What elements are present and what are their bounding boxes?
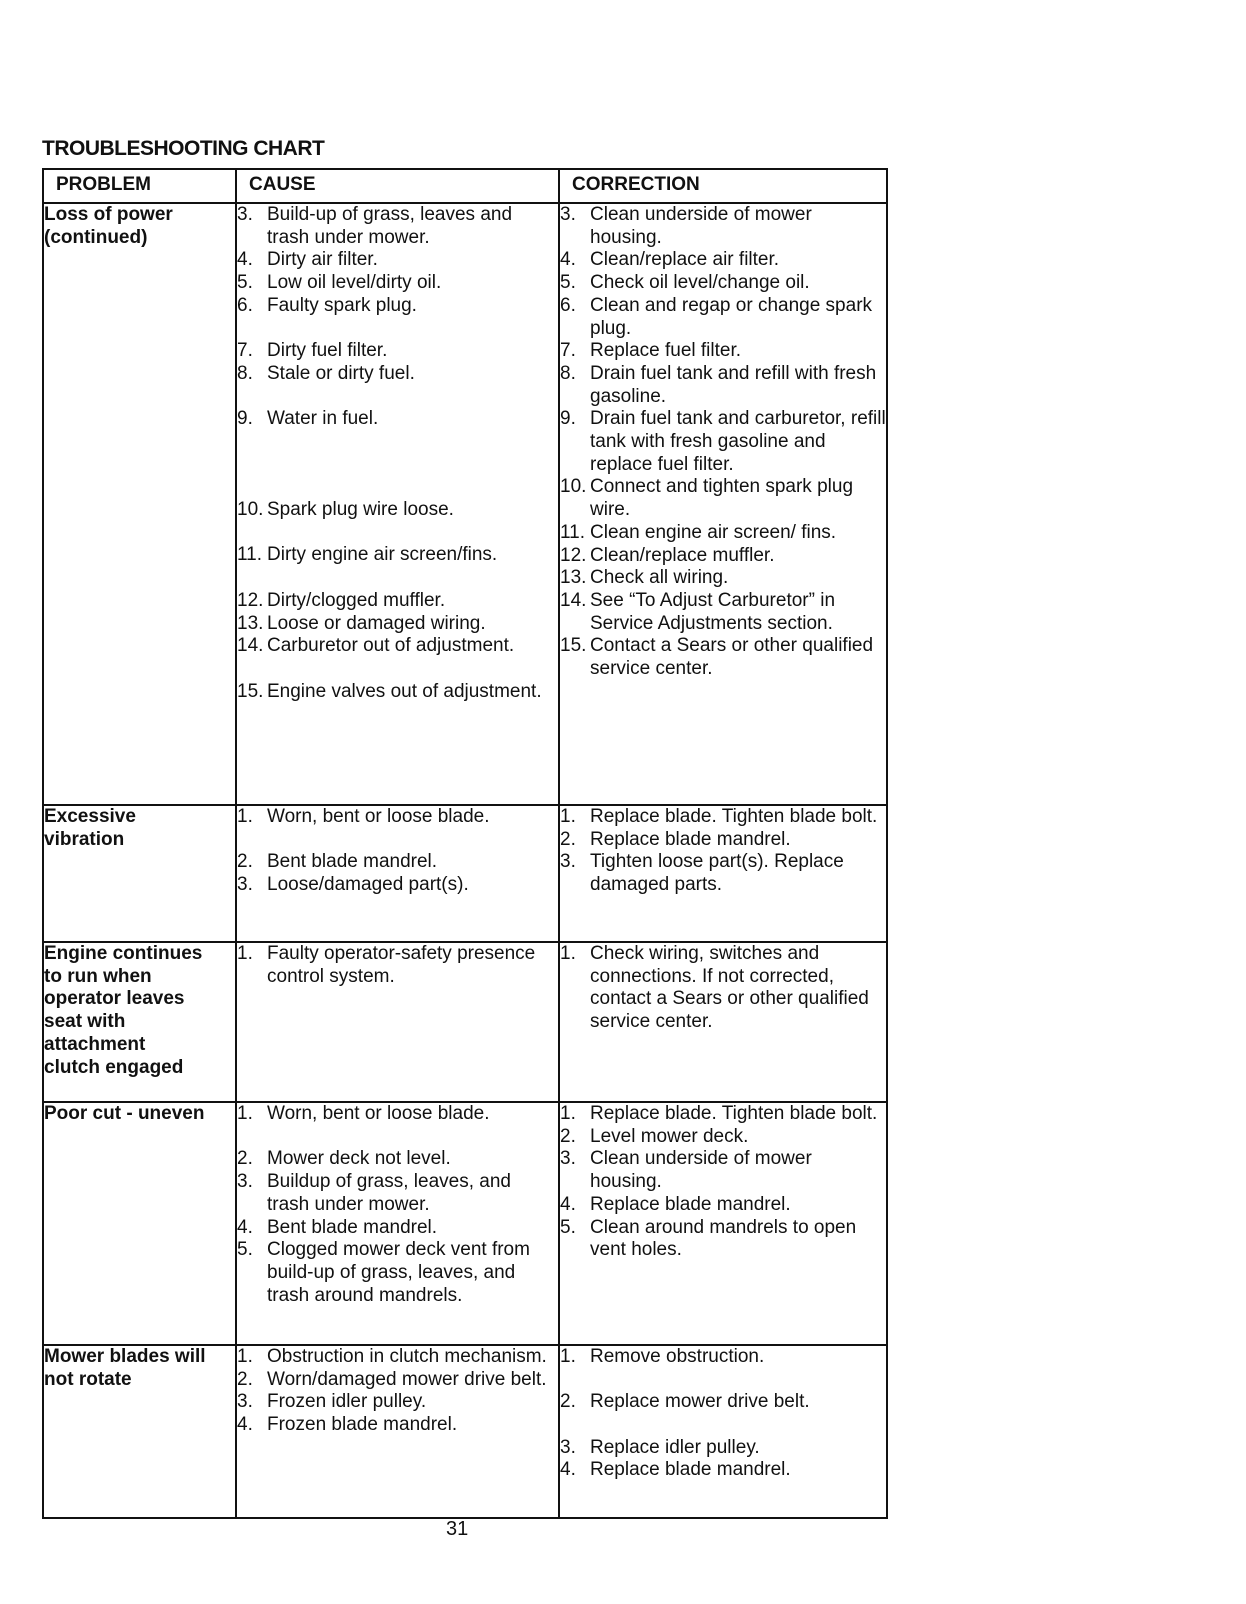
item-number: 11.	[237, 544, 263, 566]
correction-item	[560, 1103, 886, 1126]
item-text: Stale or dirty fuel.	[267, 362, 415, 384]
cause-item	[237, 1391, 558, 1414]
item-text: Replace blade. Tighten blade bolt.	[590, 806, 878, 827]
item-number: 9.	[237, 408, 253, 430]
item-text: Check oil level/change oil.	[590, 272, 810, 294]
table-row	[43, 1345, 887, 1518]
item-text: Carburetor out of adjustment.	[267, 635, 515, 657]
item-number: 3.	[560, 1436, 576, 1458]
item-text: Connect and tighten spark plug wire.	[590, 476, 854, 521]
cause-item	[237, 613, 558, 636]
item-number: 13.	[560, 567, 587, 589]
item-text: Replace blade mandrel.	[590, 1459, 791, 1481]
correction-item	[560, 363, 886, 408]
correction-item	[560, 272, 886, 295]
item-text: Build-up of grass, leaves and trash under mower.	[267, 204, 513, 248]
cause-item	[237, 681, 558, 704]
item-text: Loose/damaged part(s).	[267, 874, 469, 896]
correction-item	[560, 1148, 886, 1193]
item-text: Tighten loose part(s). Replace damaged parts.	[590, 851, 844, 896]
problem-cell: Engine continues to run when operator leaves seat with attachment clutch engaged	[43, 942, 236, 1102]
table-row	[43, 942, 887, 1102]
item-number: 15.	[560, 635, 587, 657]
item-text: See “To Adjust Carburetor” in Service Adjustments section.	[590, 589, 836, 634]
item-text: Worn, bent or loose blade.	[267, 1103, 490, 1124]
item-number: 2.	[560, 828, 576, 850]
item-text: Clean engine air screen/ fins.	[590, 521, 837, 543]
correction-item	[560, 545, 886, 568]
item-number: 8.	[560, 362, 576, 384]
header-row	[43, 169, 887, 203]
cause-item	[237, 1346, 558, 1369]
item-number: 12.	[560, 544, 587, 566]
item-number: 1.	[237, 806, 253, 827]
item-text: Remove obstruction.	[590, 1346, 765, 1367]
cause-cell	[236, 203, 559, 805]
correction-cell	[559, 203, 887, 805]
item-number: 1.	[560, 1346, 576, 1367]
item-text: Drain fuel tank and refill with fresh gasoline.	[590, 362, 877, 407]
correction-item	[560, 1346, 886, 1369]
correction-item	[560, 340, 886, 363]
item-number: 3.	[237, 874, 253, 896]
item-number: 4.	[560, 1459, 576, 1481]
problem-cell: Mower blades will not rotate	[43, 1345, 236, 1518]
item-text: Check wiring, switches and connections. If not corrected, contact a Sears or other qualified service center.	[590, 943, 869, 1033]
item-number: 3.	[560, 851, 576, 873]
correction-item	[560, 567, 886, 590]
item-number: 1.	[560, 1103, 576, 1124]
item-text: Loose or damaged wiring.	[267, 612, 486, 634]
item-number: 1.	[237, 1103, 253, 1124]
item-number: 4.	[560, 1193, 576, 1215]
item-number: 3.	[560, 204, 576, 225]
header-correction: CORRECTION	[559, 169, 887, 203]
correction-item	[560, 1217, 886, 1262]
item-number: 12.	[237, 589, 264, 611]
chart-title: TROUBLESHOOTING CHART	[42, 137, 325, 160]
correction-item	[560, 635, 886, 680]
item-number: 6.	[560, 294, 576, 316]
table-row	[43, 805, 887, 942]
item-number: 3.	[560, 1148, 576, 1170]
item-text: Drain fuel tank and carburetor, refill tank with fresh gasoline and replace fuel filter.	[590, 408, 886, 475]
correction-item	[560, 590, 886, 635]
item-number: 8.	[237, 362, 253, 384]
item-text: Bent blade mandrel.	[267, 851, 438, 873]
correction-item	[560, 806, 886, 829]
item-text: Clean/replace muffler.	[590, 544, 775, 566]
item-text: Buildup of grass, leaves, and trash under mower.	[267, 1171, 511, 1215]
item-text: Frozen idler pulley.	[267, 1391, 427, 1413]
item-text: Replace blade mandrel.	[590, 828, 791, 850]
item-text: Worn/damaged mower drive belt.	[267, 1368, 547, 1390]
cause-item	[237, 408, 558, 431]
cause-item	[237, 1369, 558, 1392]
item-number: 9.	[560, 408, 576, 430]
item-text: Contact a Sears or other qualified service center.	[590, 635, 874, 680]
correction-item	[560, 204, 886, 249]
correction-item	[560, 1126, 886, 1149]
item-text: Obstruction in clutch mechanism.	[267, 1346, 547, 1367]
cause-cell	[236, 805, 559, 942]
item-text: Clean underside of mower housing.	[590, 204, 812, 248]
item-text: Engine valves out of adjustment.	[267, 680, 542, 702]
correction-item	[560, 249, 886, 272]
problem-cell: Loss of power (continued)	[43, 203, 236, 805]
item-text: Replace idler pulley.	[590, 1436, 760, 1458]
item-text: Dirty air filter.	[267, 249, 378, 271]
correction-item	[560, 1194, 886, 1217]
correction-item	[560, 851, 886, 896]
item-number: 4.	[237, 1414, 253, 1436]
cause-item	[237, 499, 558, 522]
item-number: 2.	[237, 1148, 253, 1170]
cause-item	[237, 1414, 558, 1437]
item-text: Check all wiring.	[590, 567, 729, 589]
item-number: 3.	[237, 1171, 253, 1193]
item-text: Clogged mower deck vent from build-up of grass, leaves, and trash around mandrels.	[267, 1239, 530, 1306]
item-number: 5.	[560, 1216, 576, 1238]
item-number: 5.	[237, 1239, 253, 1261]
item-text: Dirty fuel filter.	[267, 340, 388, 362]
cause-item	[237, 544, 558, 567]
item-number: 4.	[237, 1216, 253, 1238]
correction-item	[560, 1459, 886, 1482]
item-text: Level mower deck.	[590, 1125, 749, 1147]
item-text: Replace blade. Tighten blade bolt.	[590, 1103, 878, 1124]
item-number: 4.	[237, 249, 253, 271]
item-text: Clean/replace air filter.	[590, 249, 780, 271]
item-text: Dirty/clogged muffler.	[267, 589, 446, 611]
item-text: Faulty spark plug.	[267, 294, 417, 316]
item-number: 2.	[237, 851, 253, 873]
cause-item	[237, 1239, 558, 1307]
item-text: Clean underside of mower housing.	[590, 1148, 812, 1193]
correction-cell	[559, 1102, 887, 1345]
item-text: Frozen blade mandrel.	[267, 1414, 458, 1436]
cause-item	[237, 272, 558, 295]
cause-item	[237, 1103, 558, 1126]
table-row	[43, 1102, 887, 1345]
item-text: Faulty operator-safety presence control system.	[267, 943, 536, 987]
cause-item	[237, 249, 558, 272]
item-number: 10.	[560, 476, 587, 498]
correction-item	[560, 1437, 886, 1460]
problem-cell: Poor cut - uneven	[43, 1102, 236, 1345]
item-text: Replace mower drive belt.	[590, 1391, 810, 1413]
item-number: 10.	[237, 499, 264, 521]
cause-item	[237, 806, 558, 829]
item-number: 15.	[237, 680, 264, 702]
item-text: Bent blade mandrel.	[267, 1216, 438, 1238]
item-text: Replace fuel filter.	[590, 340, 742, 362]
item-number: 1.	[237, 1346, 253, 1367]
item-number: 2.	[560, 1391, 576, 1413]
item-number: 6.	[237, 294, 253, 316]
item-number: 2.	[560, 1125, 576, 1147]
cause-item	[237, 851, 558, 874]
cause-item	[237, 635, 558, 658]
correction-cell	[559, 1345, 887, 1518]
header-problem: PROBLEM	[43, 169, 236, 203]
cause-item	[237, 295, 558, 318]
item-text: Mower deck not level.	[267, 1148, 451, 1170]
item-number: 13.	[237, 612, 264, 634]
item-number: 5.	[560, 272, 576, 294]
correction-item	[560, 408, 886, 476]
item-number: 1.	[560, 943, 576, 964]
cause-item	[237, 204, 558, 249]
troubleshooting-table	[42, 168, 888, 1519]
correction-item	[560, 829, 886, 852]
cause-item	[237, 943, 558, 988]
cause-item	[237, 1148, 558, 1171]
cause-item	[237, 1217, 558, 1240]
item-text: Low oil level/dirty oil.	[267, 272, 442, 294]
item-text: Water in fuel.	[267, 408, 379, 430]
page-number: 31	[446, 1518, 469, 1540]
item-text: Replace blade mandrel.	[590, 1193, 791, 1215]
item-number: 7.	[560, 340, 576, 362]
item-number: 3.	[237, 1391, 253, 1413]
correction-cell	[559, 942, 887, 1102]
item-text: Clean around mandrels to open vent holes.	[590, 1216, 857, 1261]
item-text: Clean and regap or change spark plug.	[590, 294, 873, 339]
item-number: 11.	[560, 521, 586, 543]
correction-item	[560, 295, 886, 340]
problem-cell: Excessive vibration	[43, 805, 236, 942]
table-row	[43, 203, 887, 805]
cause-item	[237, 874, 558, 897]
item-number: 4.	[560, 249, 576, 271]
item-number: 14.	[560, 589, 587, 611]
cause-item	[237, 340, 558, 363]
item-number: 14.	[237, 635, 264, 657]
item-text: Spark plug wire loose.	[267, 499, 454, 521]
cause-cell	[236, 942, 559, 1102]
chart-body	[43, 203, 887, 1518]
item-number: 1.	[560, 806, 576, 827]
cause-item	[237, 363, 558, 386]
item-number: 5.	[237, 272, 253, 294]
cause-cell	[236, 1345, 559, 1518]
correction-cell	[559, 805, 887, 942]
correction-item	[560, 476, 886, 521]
item-text: Worn, bent or loose blade.	[267, 806, 490, 827]
item-number: 2.	[237, 1368, 253, 1390]
correction-item	[560, 943, 886, 1034]
cause-item	[237, 1171, 558, 1216]
item-text: Dirty engine air screen/fins.	[267, 544, 498, 566]
header-cause: CAUSE	[236, 169, 559, 203]
item-number: 1.	[237, 943, 253, 964]
correction-item	[560, 522, 886, 545]
item-number: 3.	[237, 204, 253, 225]
cause-cell	[236, 1102, 559, 1345]
item-number: 7.	[237, 340, 253, 362]
correction-item	[560, 1391, 886, 1414]
cause-item	[237, 590, 558, 613]
